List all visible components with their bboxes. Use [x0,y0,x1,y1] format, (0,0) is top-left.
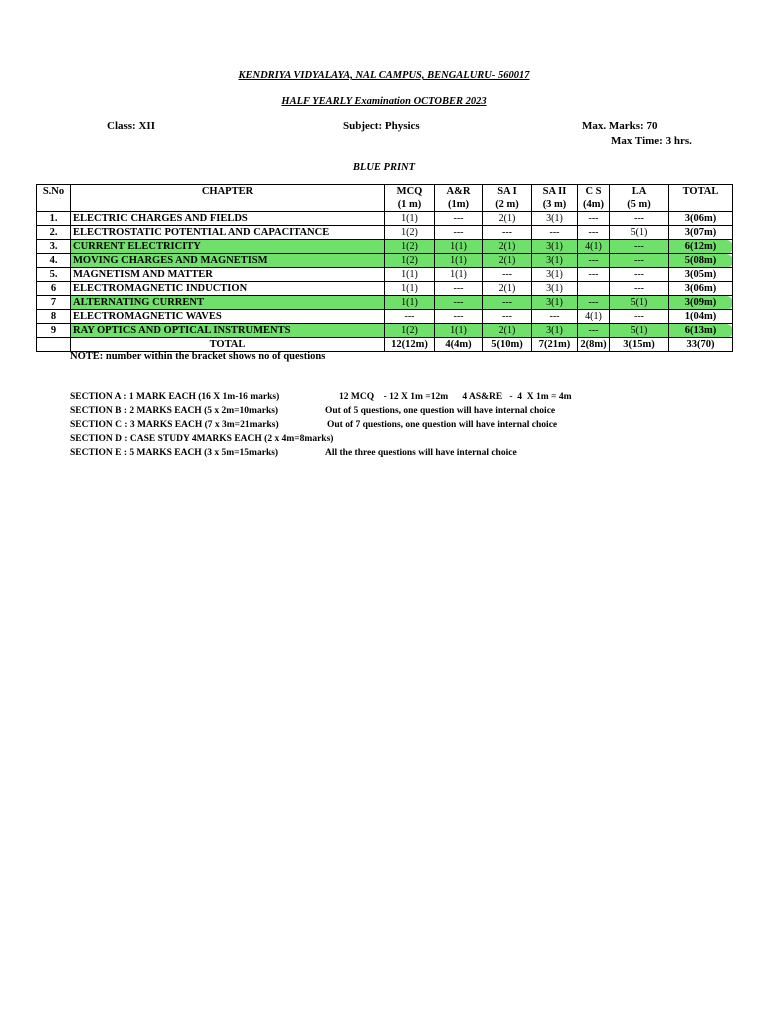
cell-ar: 1(1) [435,268,483,282]
cell-mcq: 1(2) [385,226,435,240]
totals-cs: 2(8m) [578,338,610,352]
cell-chapter: RAY OPTICS AND OPTICAL INSTRUMENTS [71,324,385,338]
totals-row [37,338,733,352]
cell-sa1: --- [483,226,532,240]
cell-chapter: ELECTROSTATIC POTENTIAL AND CAPACITANCE [71,226,385,240]
header-sa2: SA II (3 m) [532,185,578,212]
cell-la: --- [610,310,669,324]
header-sa1: SA I (2 m) [483,185,532,212]
cell-total: 3(09m) [669,296,733,310]
cell-sa1: 2(1) [483,324,532,338]
cell-la: 5(1) [610,226,669,240]
totals-sno [37,338,71,352]
cell-chapter: MAGNETISM AND MATTER [71,268,385,282]
cell-sa2: 3(1) [532,212,578,226]
header-sno: S.No [37,185,71,212]
table-row [37,296,733,310]
cell-mcq: --- [385,310,435,324]
max-time-label: Max Time: 3 hrs. [611,135,692,147]
cell-la: --- [610,282,669,296]
cell-ar: 1(1) [435,240,483,254]
blueprint-table [36,184,733,352]
section-label: SECTION B : 2 MARKS EACH (5 x 2m=10marks) [70,406,279,416]
cell-sa2: 3(1) [532,268,578,282]
section-detail: All the three questions will have internal choice [325,448,517,458]
cell-chapter: MOVING CHARGES AND MAGNETISM [71,254,385,268]
cell-ar: --- [435,226,483,240]
cell-total: 3(06m) [669,282,733,296]
cell-ar: --- [435,282,483,296]
cell-cs: --- [578,254,610,268]
cell-sno: 1. [37,212,71,226]
cell-sno: 3. [37,240,71,254]
cell-sa2: 3(1) [532,282,578,296]
table-row [37,226,733,240]
cell-sa1: 2(1) [483,254,532,268]
cell-la: 5(1) [610,324,669,338]
cell-mcq: 1(1) [385,282,435,296]
cell-cs: --- [578,212,610,226]
cell-sno: 7 [37,296,71,310]
max-marks-label: Max. Marks: 70 [582,120,658,132]
cell-la: --- [610,240,669,254]
cell-chapter: CURRENT ELECTRICITY [71,240,385,254]
cell-mcq: 1(2) [385,254,435,268]
cell-sno: 2. [37,226,71,240]
totals-mcq: 12(12m) [385,338,435,352]
cell-sno: 9 [37,324,71,338]
cell-cs: --- [578,268,610,282]
cell-sa2: --- [532,226,578,240]
cell-sa2: 3(1) [532,254,578,268]
header-ar: A&R (1m) [435,185,483,212]
table-row [37,282,733,296]
totals-sa2: 7(21m) [532,338,578,352]
cell-sa2: 3(1) [532,324,578,338]
totals-sa1: 5(10m) [483,338,532,352]
header-la: LA (5 m) [610,185,669,212]
cell-total: 3(06m) [669,212,733,226]
cell-cs: --- [578,226,610,240]
cell-chapter: ELECTROMAGNETIC WAVES [71,310,385,324]
cell-total: 5(08m) [669,254,733,268]
cell-ar: 1(1) [435,324,483,338]
cell-ar: --- [435,296,483,310]
cell-sno: 6 [37,282,71,296]
cell-cs: --- [578,324,610,338]
cell-la: 5(1) [610,296,669,310]
table-row [37,268,733,282]
cell-sa2: 3(1) [532,296,578,310]
section-label: SECTION E : 5 MARKS EACH (3 x 5m=15marks) [70,448,279,458]
cell-chapter: ELECTRIC CHARGES AND FIELDS [71,212,385,226]
cell-total: 1(04m) [669,310,733,324]
table-row [37,240,733,254]
header-chapter: CHAPTER [71,185,385,212]
table-row [37,254,733,268]
header-cs: C S (4m) [578,185,610,212]
cell-cs: 4(1) [578,310,610,324]
cell-mcq: 1(2) [385,324,435,338]
cell-sa1: --- [483,296,532,310]
note-text: NOTE: number within the bracket shows no of questions [70,351,326,362]
section-detail: Out of 7 questions, one question will have internal choice [327,420,558,430]
section-detail: 12 MCQ - 12 X 1m =12m 4 AS&RE - 4 X 1m = 4m [339,392,572,402]
cell-chapter: ALTERNATING CURRENT [71,296,385,310]
section-label: SECTION D : CASE STUDY 4MARKS EACH (2 x 4m=8marks) [70,434,334,444]
cell-sa1: 2(1) [483,282,532,296]
cell-mcq: 1(2) [385,240,435,254]
class-label: Class: XII [107,120,155,132]
table-row [37,310,733,324]
table-row [37,324,733,338]
cell-la: --- [610,254,669,268]
cell-cs: --- [578,296,610,310]
totals-la: 3(15m) [610,338,669,352]
section-detail: Out of 5 questions, one question will have internal choice [325,406,556,416]
cell-sa2: 3(1) [532,240,578,254]
cell-cs [578,282,610,296]
cell-total: 3(05m) [669,268,733,282]
totals-label: TOTAL [71,338,385,352]
cell-total: 3(07m) [669,226,733,240]
subject-label: Subject: Physics [343,120,420,132]
cell-ar: --- [435,310,483,324]
totals-total: 33(70) [669,338,733,352]
cell-sno: 4. [37,254,71,268]
cell-sa2: --- [532,310,578,324]
cell-sa1: --- [483,310,532,324]
totals-ar: 4(4m) [435,338,483,352]
cell-cs: 4(1) [578,240,610,254]
section-label: SECTION C : 3 MARKS EACH (7 x 3m=21marks) [70,420,279,430]
cell-total: 6(13m) [669,324,733,338]
cell-ar: 1(1) [435,254,483,268]
school-heading: KENDRIYA VIDYALAYA, NAL CAMPUS, BENGALURU- 560017 [238,70,530,81]
cell-la: --- [610,212,669,226]
cell-mcq: 1(1) [385,212,435,226]
cell-sa1: --- [483,268,532,282]
cell-chapter: ELECTROMAGNETIC INDUCTION [71,282,385,296]
table-row [37,212,733,226]
cell-sno: 8 [37,310,71,324]
exam-heading: HALF YEARLY Examination OCTOBER 2023 [281,96,487,107]
blueprint-title: BLUE PRINT [352,162,416,173]
cell-mcq: 1(1) [385,296,435,310]
table-header-row [37,185,733,212]
cell-mcq: 1(1) [385,268,435,282]
section-label: SECTION A : 1 MARK EACH (16 X 1m-16 marks) [70,392,280,402]
cell-ar: --- [435,212,483,226]
cell-la: --- [610,268,669,282]
header-total: TOTAL [669,185,733,212]
header-mcq: MCQ (1 m) [385,185,435,212]
cell-sa1: 2(1) [483,240,532,254]
cell-sa1: 2(1) [483,212,532,226]
cell-sno: 5. [37,268,71,282]
cell-total: 6(12m) [669,240,733,254]
